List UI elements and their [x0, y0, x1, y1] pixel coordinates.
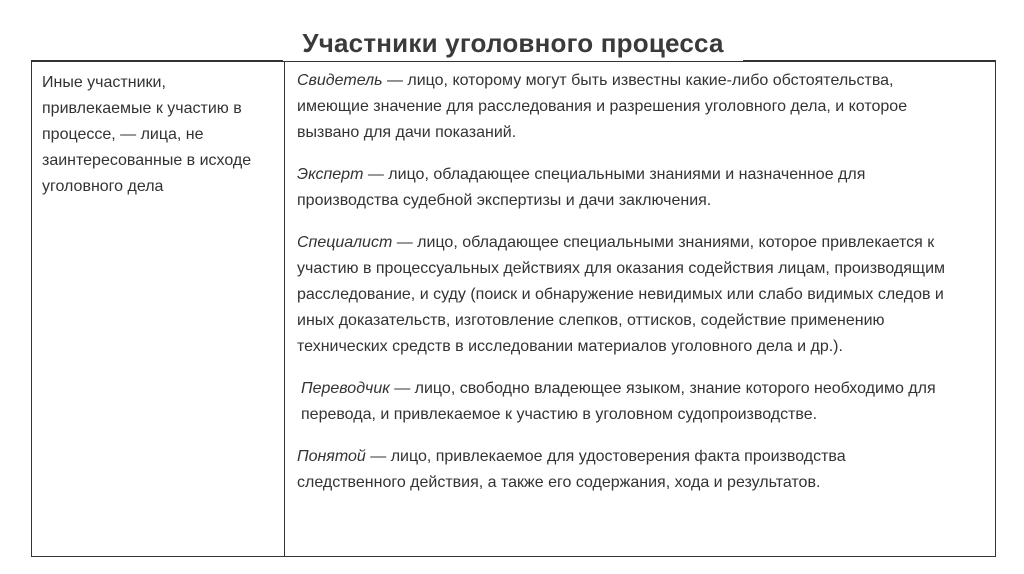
definition-text: — лицо, обладающее специальными знаниями и назначенное для производства судебной экспертизы и дачи заключения. — [297, 166, 866, 209]
definition-text: — лицо, привлекаемое для удостоверения факта производства следственного действия, а также его содержания, хода и результатов. — [297, 448, 846, 491]
definition-term: Эксперт — [297, 166, 364, 183]
definition-term: Специалист — [297, 234, 393, 251]
definition-translator — [297, 376, 955, 428]
category-cell: Иные участники, привлекаемые к участию в процессе, — лица, не заинтересованные в исходе уголовного дела — [32, 62, 285, 557]
definition-text: — лицо, которому могут быть известны какие-либо обстоятельства, имеющие значение для расследования и разрешения уголовного дела, и которое вызвано для дачи показаний. — [297, 72, 908, 141]
definition-witness-attesting — [297, 444, 955, 496]
definition-witness — [297, 68, 955, 146]
definition-text: — лицо, обладающее специальными знаниями, которое привлекается к участию в процессуальных действиях для оказания содействия лицам, производящим расследование, и суду (поиск и обнаружение невидимых или слабо видимых следов и иных доказательств, изготовление слепков, оттисков, содействие применению технических средств в исследовании материалов уголовного дела и др.). — [297, 234, 946, 355]
title-row — [31, 28, 996, 62]
definition-text: — лицо, свободно владеющее языком, знание которого необходимо для перевода, и привлекаемое к участию в уголовном судопроизводстве. — [301, 380, 936, 423]
definition-term: Свидетель — [297, 72, 383, 89]
definition-specialist — [297, 230, 955, 360]
table-row — [32, 62, 996, 557]
page-title: Участники уголовного процесса — [302, 28, 724, 58]
definition-expert — [297, 162, 955, 214]
definition-term: Переводчик — [301, 380, 390, 397]
participants-table — [31, 61, 996, 557]
definitions-cell — [285, 62, 996, 557]
definition-term: Понятой — [297, 448, 366, 465]
